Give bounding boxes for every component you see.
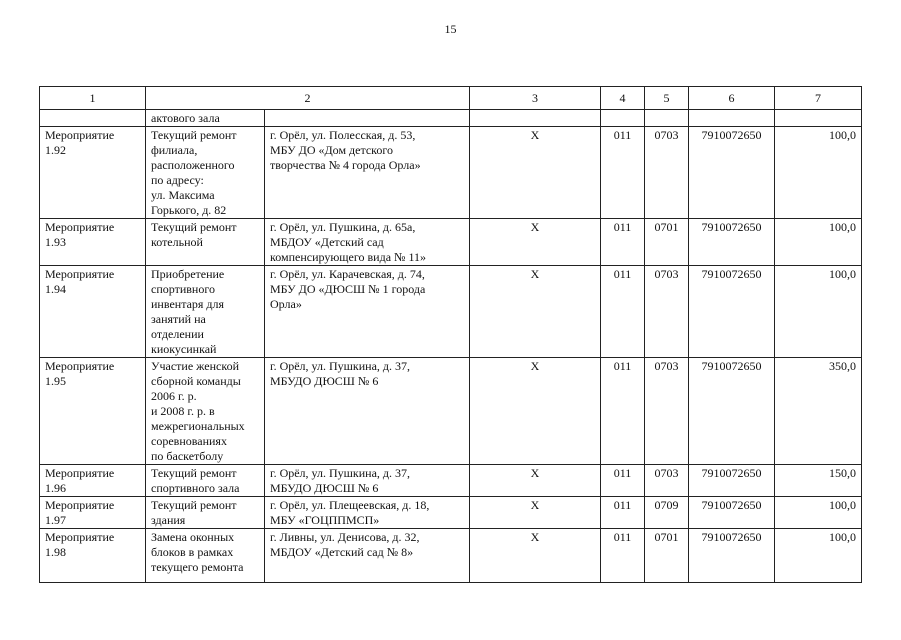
measure-id-cell (40, 465, 146, 497)
col6-cell: 7910072650 (689, 358, 775, 465)
amount-cell: 100,0 (775, 219, 862, 266)
measure-name-line: котельной (151, 235, 203, 249)
measure-name-cell (146, 358, 265, 465)
col5-cell: 0703 (645, 266, 689, 358)
address-line: г. Орёл, ул. Пушкина, д. 65а, (270, 220, 416, 234)
col6-cell: 7910072650 (689, 127, 775, 219)
measure-name-line: Замена оконных (151, 530, 235, 544)
address-line: МБУ ДО «ДЮСШ № 1 города (270, 282, 426, 296)
address-cell (265, 465, 470, 497)
measure-name-line: киокусинкай (151, 342, 217, 356)
address-line: МБУДО ДЮСШ № 6 (270, 374, 379, 388)
header-row (40, 87, 862, 110)
amount-cell: 100,0 (775, 497, 862, 529)
address-cell (265, 127, 470, 219)
col4-cell: 011 (601, 219, 645, 266)
measure-name-line: блоков в рамках (151, 545, 234, 559)
continuation-text: актового зала (146, 110, 265, 127)
col3-cell: Х (470, 219, 601, 266)
address-line: МБУДО ДЮСШ № 6 (270, 481, 379, 495)
col6-cell: 7910072650 (689, 497, 775, 529)
measure-name-line: Горького, д. 82 (151, 203, 227, 217)
table-row (40, 219, 862, 266)
measure-id-line: Мероприятие (45, 466, 115, 480)
col5-cell: 0701 (645, 529, 689, 583)
col3-cell: Х (470, 465, 601, 497)
page-number: 15 (444, 22, 457, 36)
measure-id-line: 1.96 (45, 481, 66, 495)
measure-name-line: здания (151, 513, 186, 527)
address-line: МБДОУ «Детский сад № 8» (270, 545, 414, 559)
measure-name-line: по адресу: (151, 173, 204, 187)
measure-name-line: Текущий ремонт (151, 498, 237, 512)
measure-id-line: Мероприятие (45, 530, 115, 544)
col5-cell: 0709 (645, 497, 689, 529)
col3-cell: Х (470, 358, 601, 465)
measure-name-line: и 2008 г. р. в (151, 404, 215, 418)
measure-id-cell (40, 127, 146, 219)
header-cell-6: 6 (689, 87, 775, 110)
measure-id-line: 1.95 (45, 374, 66, 388)
measure-name-cell (146, 465, 265, 497)
measure-name-line: спортивного (151, 282, 215, 296)
measure-name-line: 2006 г. р. (151, 389, 197, 403)
col4-cell: 011 (601, 358, 645, 465)
amount-cell: 100,0 (775, 529, 862, 583)
table-row (40, 127, 862, 219)
measure-id-cell (40, 358, 146, 465)
header-cell-2: 2 (146, 87, 470, 110)
col4-cell: 011 (601, 465, 645, 497)
measure-id-cell (40, 219, 146, 266)
measure-name-line: занятий на (151, 312, 206, 326)
col4-cell: 011 (601, 529, 645, 583)
col4-cell: 011 (601, 127, 645, 219)
address-line: г. Орёл, ул. Плещеевская, д. 18, (270, 498, 430, 512)
address-line: г. Орёл, ул. Полесская, д. 53, (270, 128, 416, 142)
measure-id-line: Мероприятие (45, 267, 115, 281)
col4-cell: 011 (601, 266, 645, 358)
address-line: Орла» (270, 297, 302, 311)
header-cell-4: 4 (601, 87, 645, 110)
table-row (40, 529, 862, 583)
measure-id-line: 1.93 (45, 235, 66, 249)
col3-cell: Х (470, 529, 601, 583)
measure-name-cell (146, 529, 265, 583)
col6-cell: 7910072650 (689, 219, 775, 266)
col5-cell: 0703 (645, 358, 689, 465)
col3-cell: Х (470, 266, 601, 358)
measure-id-cell (40, 497, 146, 529)
measure-name-cell (146, 219, 265, 266)
col6-cell: 7910072650 (689, 529, 775, 583)
col5-cell: 0701 (645, 219, 689, 266)
measure-id-line: Мероприятие (45, 359, 115, 373)
header-cell-7: 7 (775, 87, 862, 110)
measure-name-cell (146, 127, 265, 219)
address-line: г. Орёл, ул. Карачевская, д. 74, (270, 267, 425, 281)
header-cell-3: 3 (470, 87, 601, 110)
header-cell-5: 5 (645, 87, 689, 110)
measure-id-line: 1.92 (45, 143, 66, 157)
col6-cell: 7910072650 (689, 465, 775, 497)
address-line: г. Ливны, ул. Денисова, д. 32, (270, 530, 420, 544)
col3-cell: Х (470, 497, 601, 529)
measure-name-line: ул. Максима (151, 188, 215, 202)
measure-name-line: филиала, (151, 143, 198, 157)
address-line: МБДОУ «Детский сад (270, 235, 384, 249)
measure-id-line: 1.97 (45, 513, 66, 527)
measure-name-line: Текущий ремонт (151, 466, 237, 480)
measure-id-cell (40, 529, 146, 583)
col5-cell: 0703 (645, 465, 689, 497)
continuation-row (40, 110, 862, 127)
address-cell (265, 358, 470, 465)
measure-id-line: Мероприятие (45, 128, 115, 142)
measure-id-line: 1.94 (45, 282, 66, 296)
measure-name-line: Текущий ремонт (151, 128, 237, 142)
amount-cell: 100,0 (775, 266, 862, 358)
measure-name-line: по баскетболу (151, 449, 224, 463)
table-row (40, 465, 862, 497)
col3-cell: Х (470, 127, 601, 219)
col6-cell: 7910072650 (689, 266, 775, 358)
measure-name-line: соревнованиях (151, 434, 227, 448)
address-line: творчества № 4 города Орла» (270, 158, 421, 172)
address-cell (265, 219, 470, 266)
measure-name-line: расположенного (151, 158, 235, 172)
measure-id-line: 1.98 (45, 545, 66, 559)
amount-cell: 150,0 (775, 465, 862, 497)
measure-name-cell (146, 266, 265, 358)
amount-cell: 100,0 (775, 127, 862, 219)
table-row (40, 497, 862, 529)
address-line: компенсирующего вида № 11» (270, 250, 427, 264)
address-line: МБУ «ГОЦППМСП» (270, 513, 380, 527)
measure-name-line: межрегиональных (151, 419, 245, 433)
header-cell-1: 1 (40, 87, 146, 110)
table-row (40, 266, 862, 358)
measure-name-line: Участие женской (151, 359, 240, 373)
measure-id-line: Мероприятие (45, 498, 115, 512)
table-row (40, 358, 862, 465)
address-cell (265, 266, 470, 358)
measure-name-line: текущего ремонта (151, 560, 244, 574)
amount-cell: 350,0 (775, 358, 862, 465)
measure-name-line: Текущий ремонт (151, 220, 237, 234)
measure-name-line: сборной команды (151, 374, 241, 388)
measure-name-line: спортивного зала (151, 481, 240, 495)
address-line: МБУ ДО «Дом детского (270, 143, 394, 157)
measure-name-line: отделении (151, 327, 204, 341)
measure-name-cell (146, 497, 265, 529)
measure-id-cell (40, 266, 146, 358)
col5-cell: 0703 (645, 127, 689, 219)
budget-table (39, 86, 862, 583)
measure-id-line: Мероприятие (45, 220, 115, 234)
address-line: г. Орёл, ул. Пушкина, д. 37, (270, 466, 411, 480)
measure-name-line: инвентаря для (151, 297, 225, 311)
measure-name-line: Приобретение (151, 267, 225, 281)
address-cell (265, 497, 470, 529)
col4-cell: 011 (601, 497, 645, 529)
address-cell (265, 529, 470, 583)
address-line: г. Орёл, ул. Пушкина, д. 37, (270, 359, 411, 373)
